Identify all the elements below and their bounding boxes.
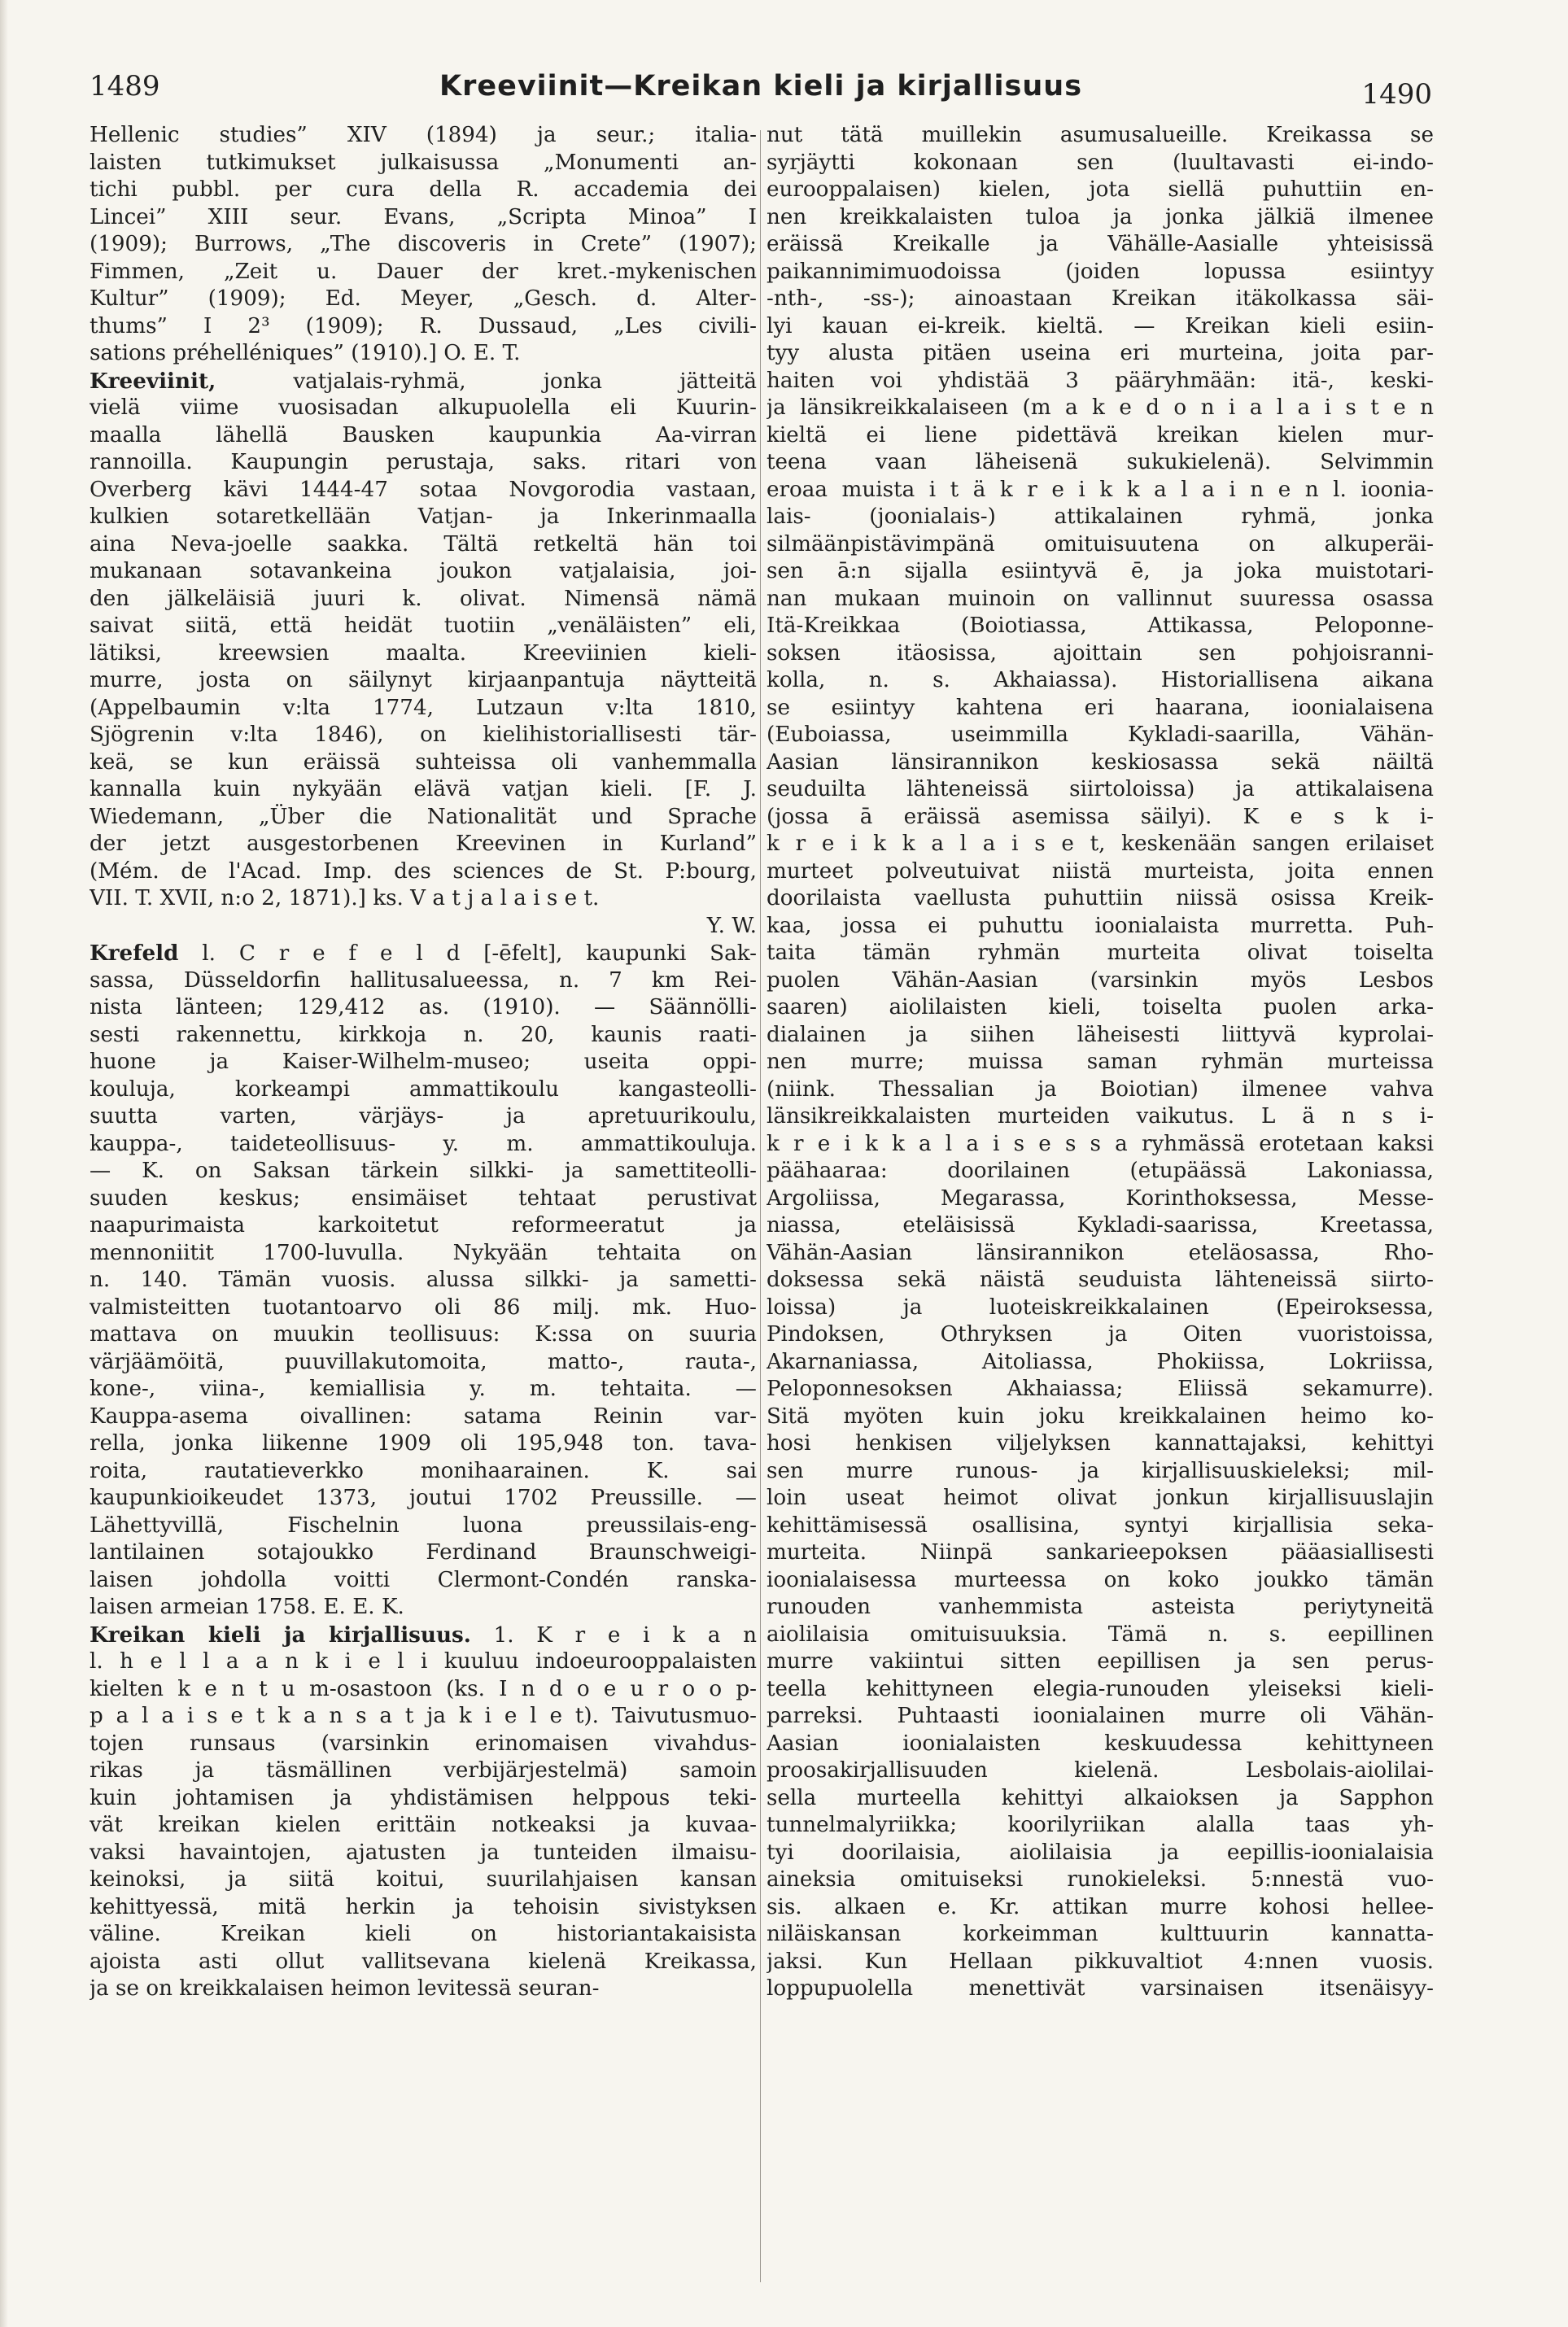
text-line: Lähettyvillä, Fischelnin luona preussilais-eng- <box>90 1513 757 1538</box>
text-line: — K. on Saksan tärkein silkki- ja samettiteolli- <box>90 1159 757 1183</box>
text-line: Overberg kävi 1444-47 sotaa Novgorodia vastaan, <box>90 477 757 502</box>
text-line: seuduilta lähteneissä siirtoloissa) ja attikalaisena <box>767 777 1434 801</box>
text-line: Fimmen, „Zeit u. Dauer der kret.-mykenischen <box>90 259 757 284</box>
text-line: laisten tutkimukset julkaisussa „Monumenti an- <box>90 150 757 175</box>
text-line: runouden vanhemmista asteista periytyneitä <box>767 1595 1434 1619</box>
text-line: l. h e l l a a n k i e l i kuuluu indoeurooppalaisten <box>90 1649 757 1674</box>
text-line: Kreeviinit, vatjalais-ryhmä, jonka jätteitä <box>90 368 757 394</box>
text-line: kouluja, korkeampi ammattikoulu kangasteolli- <box>90 1076 757 1102</box>
text-line: ja länsikreikkalaiseen (m a k e d o n i a l a i s t e n <box>767 395 1434 420</box>
text-line: Sitä myöten kuin joku kreikkalainen heimo ko- <box>767 1404 1434 1429</box>
text-line: ioonialaisessa murteessa on koko joukko tämän <box>767 1567 1434 1592</box>
text-line: tyy alusta pitäen useina eri murteina, joita par- <box>767 341 1434 365</box>
text-line: syrjäytti kokonaan sen (luultavasti ei-indo- <box>767 150 1434 175</box>
text-line: suuden keskus; ensimäiset tehtaat perustivat <box>90 1185 757 1211</box>
text-line: doksessa sekä näistä seuduista lähteneissä siirto- <box>767 1268 1434 1292</box>
text-line: murteita. Niinpä sankarieepoksen pääasiallisesti <box>767 1540 1434 1565</box>
text-line: murre, josta on säilynyt kirjaanpantuja näytteitä <box>90 668 757 692</box>
text-line: kehittämisessä osallisina, syntyi kirjallisia seka- <box>767 1513 1434 1538</box>
text-line: kehittyessä, mitä herkin ja tehoisin sivistyksen <box>90 1894 757 1919</box>
text-line: se esiintyy kahtena eri haarana, ioonialaisena <box>767 695 1434 720</box>
text-line: jaksi. Kun Hellaan pikkuvaltiot 4:nnen vuosis. <box>767 1949 1434 1974</box>
text-line: keinoksi, ja siitä koitui, suurilahjaisen kansan <box>90 1867 757 1892</box>
text-line: kauppa-, taideteollisuus- y. m. ammattikouluja. <box>90 1131 757 1156</box>
text-line: eurooppalaisen) kielen, jota siellä puhuttiin en- <box>767 177 1434 202</box>
text-line: -nth-, -ss-); ainoastaan Kreikan itäkolkassa säi- <box>767 286 1434 311</box>
text-line: rella, jonka liikenne 1909 oli 195,948 ton. tava- <box>90 1431 757 1456</box>
text-line: ja se on kreikkalaisen heimon levitessä seuran- <box>90 1976 600 2001</box>
text-line: päähaaraa: doorilainen (etupäässä Lakoniassa, <box>767 1159 1434 1183</box>
text-line: (Euboiassa, useimmilla Kykladi-saarilla, Vähän- <box>767 723 1434 747</box>
text-line: saivat siitä, että heidät tuotiin „venäläisten” eli, <box>90 613 757 638</box>
text-line: k r e i k k a l a i s e s s a ryhmässä erotetaan kaksi <box>767 1131 1434 1156</box>
text-line: aineksia omituiseksi runokieleksi. 5:nnestä vuo- <box>767 1867 1434 1892</box>
text-line: sassa, Düsseldorfin hallitusalueessa, n. 7 km Rei- <box>90 967 757 993</box>
text-line: Vähän-Aasian länsirannikon eteläosassa, Rho- <box>767 1240 1434 1265</box>
text-line: lantilainen sotajoukko Ferdinand Braunschweigi- <box>90 1540 757 1565</box>
text-line: huone ja Kaiser-Wilhelm-museo; useita oppi- <box>90 1050 757 1074</box>
text-line: sations préhelléniques” (1910).] O. E. T. <box>90 341 521 365</box>
text-line: kielten k e n t u m-osastoon (ks. I n d o e u r o o p- <box>90 1676 757 1701</box>
left-column <box>90 122 757 2286</box>
text-line: den jälkeläisiä juuri k. olivat. Nimensä nämä <box>90 586 757 611</box>
text-line: lais- (joonialais-) attikalainen ryhmä, jonka <box>767 504 1434 529</box>
text-line: vaksi havaintojen, ajatusten ja tunteiden ilmaisu- <box>90 1840 757 1865</box>
text-line: eroaa muista i t ä k r e i k k a l a i n e n l. ioonia- <box>767 477 1434 502</box>
text-line: maalla lähellä Bausken kaupunkia Aa-virran <box>90 422 757 448</box>
column-rule <box>760 130 761 2282</box>
text-line: Krefeld l. C r e f e l d [-ēfelt], kaupunki Sak- <box>90 941 757 966</box>
text-line: teena vaan läheisenä sukukielenä). Selvimmin <box>767 450 1434 474</box>
text-line: valmisteitten tuotantoarvo oli 86 milj. mk. Huo- <box>90 1294 757 1320</box>
text-line: Itä-Kreikkaa (Boiotiassa, Attikassa, Peloponne- <box>767 613 1434 638</box>
entry-headword: Krefeld <box>90 941 179 966</box>
text-line: Sjögrenin v:lta 1846), on kielihistoriallisesti tär- <box>90 723 757 747</box>
text-line: sis. alkaen e. Kr. attikan murre kohosi hellee- <box>767 1894 1434 1919</box>
text-line: (Mém. de l'Acad. Imp. des sciences de St. P:bourg, <box>90 858 757 884</box>
text-line: tunnelmalyriikka; koorilyriikan alalla taas yh- <box>767 1813 1434 1837</box>
text-line: Kauppa-asema oivallinen: satama Reinin var- <box>90 1404 757 1429</box>
text-line: niassa, eteläisissä Kykladi-saarissa, Kreetassa, <box>767 1213 1434 1238</box>
text-line: sella murteella kehittyi alkaioksen ja Sapphon <box>767 1785 1434 1810</box>
text-line: aina Neva-joelle saakka. Tältä retkeltä hän toi <box>90 531 757 557</box>
text-line: nista länteen; 129,412 as. (1910). — Säännölli- <box>90 995 757 1019</box>
page-number-left: 1489 <box>90 70 160 103</box>
text-line: mukanaan sotavankeina joukon vatjalaisia, joi- <box>90 559 757 583</box>
text-line: sen ā:n sijalla esiintyvä ē, ja joka muistotari- <box>767 559 1434 583</box>
text-line: mattava on muukin teollisuus: K:ssa on suuria <box>90 1322 757 1347</box>
text-line: niläiskansan korkeimman kulttuurin kannatta- <box>767 1922 1434 1946</box>
text-line: tichi pubbl. per cura della R. accademia dei <box>90 177 757 202</box>
text-line: ajoista asti ollut vallitsevana kielenä Kreikassa, <box>90 1949 757 1974</box>
text-line: kannalla kuin nykyään elävä vatjan kieli. [F. J. <box>90 777 757 801</box>
text-line: puolen Vähän-Aasian (varsinkin myös Lesbos <box>767 967 1434 993</box>
text-line: Lincei” XIII seur. Evans, „Scripta Minoa” I <box>90 204 757 229</box>
page-header <box>90 67 1432 116</box>
text-line: eräissä Kreikalle ja Vähälle-Aasialle yhteisissä <box>767 232 1434 256</box>
text-line: der jetzt ausgestorbenen Kreevinen in Kurland” <box>90 832 757 856</box>
text-line: paikannimimuodoissa (joiden lopussa esiintyy <box>767 259 1434 284</box>
text-line: kaupunkioikeudet 1373, joutui 1702 Preussille. — <box>90 1486 757 1510</box>
text-line: loin useat heimot olivat jonkun kirjallisuuslajin <box>767 1486 1434 1510</box>
text-line: murre vakiintui sitten eepillisen ja sen perus- <box>767 1649 1434 1674</box>
text-line: teella kehittyneen elegia-runouden yleiseksi kieli- <box>767 1676 1434 1701</box>
text-line: (1909); Burrows, „The discoveris in Crete” (1907); <box>90 232 757 256</box>
text-line: Pindoksen, Othryksen ja Oiten vuoristoissa, <box>767 1322 1434 1347</box>
text-line: kieltä ei liene pidettävä kreikan kielen mur- <box>767 422 1434 448</box>
text-line: dialainen ja siihen läheisesti liittyvä kyprolai- <box>767 1022 1434 1047</box>
text-line: thums” I 2³ (1909); R. Dussaud, „Les civili- <box>90 313 757 338</box>
text-line: VII. T. XVII, n:o 2, 1871).] ks. V a t j a l a i s e t. <box>90 886 600 910</box>
text-line: vielä viime vuosisadan alkupuolella eli Kuurin- <box>90 395 757 420</box>
running-title: Kreeviinit—Kreikan kieli ja kirjallisuus <box>439 70 1083 103</box>
text-line: rikas ja täsmällinen verbijärjestelmä) samoin <box>90 1758 757 1783</box>
text-line: Aasian länsirannikon keskiosassa sekä näiltä <box>767 749 1434 775</box>
text-line: nen murre; muissa saman ryhmän murteissa <box>767 1050 1434 1074</box>
text-line: lyi kauan ei-kreik. kieltä. — Kreikan kieli esiin- <box>767 313 1434 338</box>
text-line: länsikreikkalaisten murteiden vaikutus. L ä n s i- <box>767 1104 1434 1129</box>
text-line: silmäänpistävimpänä omituisuutena on alkuperäi- <box>767 531 1434 557</box>
text-line: k r e i k k a l a i s e t, keskenään sangen erilaiset <box>767 832 1434 856</box>
text-line: Kultur” (1909); Ed. Meyer, „Gesch. d. Alter- <box>90 286 757 311</box>
entry-headword: Kreikan kieli ja kirjallisuus. <box>90 1622 471 1648</box>
text-line: loppupuolella menettivät varsinaisen itsenäisyy- <box>767 1976 1434 2001</box>
text-line: mennoniitit 1700-luvulla. Nykyään tehtaita on <box>90 1240 757 1265</box>
text-line: kone-, viina-, kemiallisia y. m. tehtaita. — <box>90 1377 757 1401</box>
text-line: murteet polveutuivat niistä murteista, joita ennen <box>767 858 1434 884</box>
text-line: rannoilla. Kaupungin perustaja, saks. ritari von <box>90 450 757 474</box>
text-line: (Appelbaumin v:lta 1774, Lutzaun v:lta 1810, <box>90 695 757 720</box>
text-line: doorilaista vaellusta puhuttiin niissä osissa Kreik- <box>767 886 1434 910</box>
text-line: loissa) ja luoteiskreikkalainen (Epeiroksessa, <box>767 1294 1434 1320</box>
right-column <box>767 122 1434 2286</box>
text-line: nen kreikkalaisten tuloa ja jonka jälkiä ilmenee <box>767 204 1434 229</box>
text-line: kolla, n. s. Akhaiassa). Historiallisena aikana <box>767 668 1434 692</box>
text-line: keä, se kun eräissä suhteissa oli vanhemmalla <box>90 749 757 775</box>
page-spine-shadow <box>0 0 8 2327</box>
text-line: sesti rakennettu, kirkkoja n. 20, kaunis raati- <box>90 1022 757 1047</box>
entry-headword: Kreeviinit, <box>90 368 216 394</box>
text-line: nan mukaan muinoin on vallinnut suuressa osassa <box>767 586 1434 611</box>
text-line: lätiksi, kreewsien maalta. Kreeviinien kieli- <box>90 640 757 666</box>
text-line: n. 140. Tämän vuosis. alussa silkki- ja sametti- <box>90 1268 757 1292</box>
text-line: soksen itäosissa, ajoittain sen pohjoisranni- <box>767 640 1434 666</box>
text-line: nut tätä muillekin asumusalueille. Kreikassa se <box>767 123 1434 147</box>
text-line: (niink. Thessalian ja Boiotian) ilmenee vahva <box>767 1076 1434 1102</box>
text-line: hosi henkisen viljelyksen kannattajaksi, kehittyi <box>767 1431 1434 1456</box>
text-line: Argoliissa, Megarassa, Korinthoksessa, Messe- <box>767 1185 1434 1211</box>
text-line: haiten voi yhdistää 3 pääryhmään: itä-, keski- <box>767 368 1434 393</box>
text-line: värjäämöitä, puuvillakutomoita, matto-, rauta-, <box>90 1349 757 1374</box>
text-line: kaa, jossa ei puhuttu ioonialaista murretta. Puh- <box>767 913 1434 938</box>
text-line: Y. W. <box>706 913 757 938</box>
text-line: Akarnaniassa, Aitoliassa, Phokiissa, Lokriissa, <box>767 1349 1434 1374</box>
text-line: laisen johdolla voitti Clermont-Condén ranska- <box>90 1567 757 1592</box>
text-line: Peloponnesoksen Akhaiassa; Eliissä sekamurre). <box>767 1377 1434 1401</box>
text-line: aiolilaisia omituisuuksia. Tämä n. s. eepillinen <box>767 1622 1434 1647</box>
text-line: saaren) aiolilaisten kieli, toiselta puolen arka- <box>767 995 1434 1019</box>
text-line: kuin johtamisen ja yhdistämisen helppous teki- <box>90 1785 757 1810</box>
text-line: tyi doorilaisia, aiolilaisia ja eepillis-ioonialaisia <box>767 1840 1434 1865</box>
text-line: kulkien sotaretkellään Vatjan- ja Inkerinmaalla <box>90 504 757 529</box>
text-line: roita, rautatieverkko monihaarainen. K. sai <box>90 1458 757 1483</box>
text-line: väline. Kreikan kieli on historiantakaisista <box>90 1922 757 1946</box>
text-line: sen murre runous- ja kirjallisuuskieleksi; mil- <box>767 1458 1434 1483</box>
text-line: p a l a i s e t k a n s a t ja k i e l e t). Taivutusmuo- <box>90 1704 757 1728</box>
text-line: Kreikan kieli ja kirjallisuus. 1. K r e i k a n <box>90 1622 757 1648</box>
text-line: parreksi. Puhtaasti ioonialainen murre oli Vähän- <box>767 1704 1434 1728</box>
text-line: Wiedemann, „Über die Nationalität und Sprache <box>90 804 757 829</box>
text-line: Hellenic studies” XIV (1894) ja seur.; italia- <box>90 123 757 147</box>
text-line: (jossa ā eräissä asemissa säilyi). K e s k i- <box>767 804 1434 829</box>
text-line: proosakirjallisuuden kielenä. Lesbolais-aiolilai- <box>767 1758 1434 1783</box>
text-line: naapurimaista karkoitetut reformeeratut ja <box>90 1213 757 1238</box>
text-line: suutta varten, värjäys- ja apretuurikoulu, <box>90 1104 757 1129</box>
text-line: Aasian ioonialaisten keskuudessa kehittyneen <box>767 1731 1434 1756</box>
text-line: vät kreikan kielen erittäin notkeaksi ja kuvaa- <box>90 1813 757 1837</box>
text-line: taita tämän ryhmän murteita olivat toiselta <box>767 941 1434 965</box>
text-line: tojen runsaus (varsinkin erinomaisen vivahdus- <box>90 1731 757 1756</box>
page-number-right: 1490 <box>1361 78 1432 111</box>
text-line: laisen armeian 1758. E. E. K. <box>90 1595 404 1619</box>
